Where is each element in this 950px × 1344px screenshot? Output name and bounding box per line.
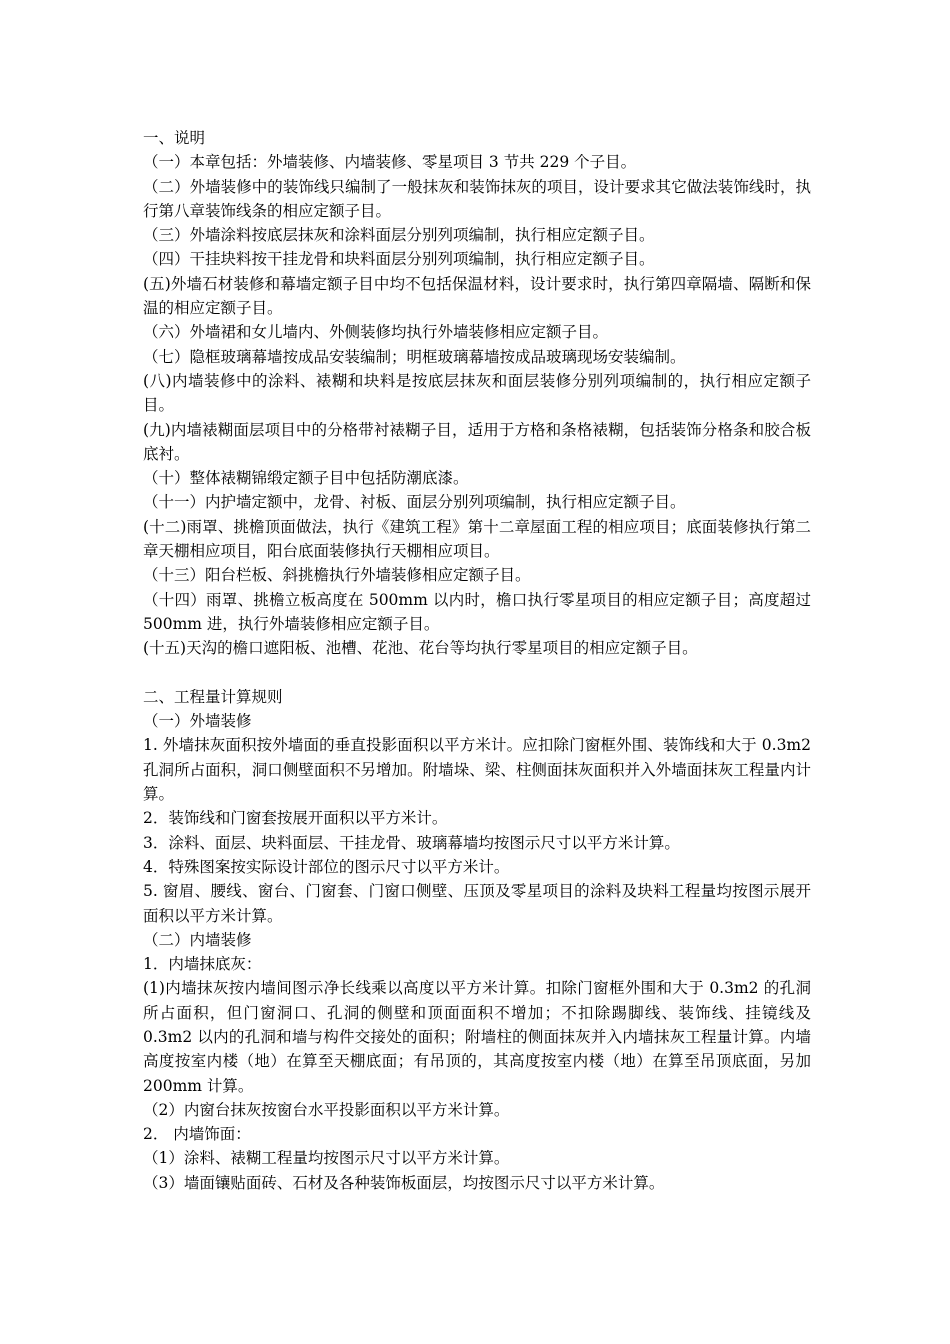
paragraph: （十一）内护墙定额中，龙骨、衬板、面层分别列项编制，执行相应定额子目。: [143, 493, 686, 512]
paragraph: （一）本章包括：外墙装修、内墙装修、零星项目 3 节共 229 个子目。: [143, 153, 637, 172]
subsection-heading: （二）内墙装修: [143, 930, 252, 949]
paragraph: （3）墙面镶贴面砖、石材及各种装饰板面层，均按图示尺寸以平方米计算。: [143, 1173, 665, 1192]
document-body: [143, 126, 811, 1195]
paragraph: 2．装饰线和门窗套按展开面积以平方米计。: [143, 809, 448, 828]
paragraph: （七）隐框玻璃幕墙按成品安装编制；明框玻璃幕墙按成品玻璃现场安装编制。: [143, 347, 686, 366]
paragraph: (1)内墙抹灰按内墙间图示净长线乘以高度以平方米计算。扣除门窗框外围和大于 0.3m2 的孔洞所占面积，但门窗洞口、孔洞的侧壁和顶面面积不增加；不扣除踢脚线、装饰线、挂镜线及 0.3m2 以内的孔洞和墙与构件交接处的面积；附墙柱的侧面抹灰并入内墙抹灰工程量计算。内墙高度按室内楼（地）在算至天棚底面；有吊顶的，其高度按室内楼（地）在算至吊顶底面，另加 200mm 计算。: [143, 979, 811, 1095]
paragraph: (十二)雨罩、挑檐顶面做法，执行《建筑工程》第十二章屋面工程的相应项目；底面装修执行第二章天棚相应项目，阳台底面装修执行天棚相应项目。: [143, 517, 811, 561]
paragraph: (九)内墙裱糊面层项目中的分格带衬裱糊子目，适用于方格和条格裱糊，包括装饰分格条和胶合板底衬。: [143, 420, 811, 463]
paragraph: (十五)天沟的檐口遮阳板、池槽、花池、花台等均执行零星项目的相应定额子目。: [143, 639, 698, 658]
paragraph: （四）干挂块料按干挂龙骨和块料面层分别列项编制，执行相应定额子目。: [143, 250, 655, 269]
paragraph: 1．内墙抹底灰：: [143, 955, 262, 974]
paragraph: （十）整体裱糊锦缎定额子目中包括防潮底漆。: [143, 469, 469, 488]
paragraph: （1）涂料、裱糊工程量均按图示尺寸以平方米计算。: [143, 1149, 510, 1168]
paragraph: 1. 外墙抹灰面积按外墙面的垂直投影面积以平方米计。应扣除门窗框外围、装饰线和大于 0.3m2 孔洞所占面积，洞口侧壁面积不另增加。附墙垛、梁、柱侧面抹灰面积并入外墙面抹灰工程量内计算。: [143, 736, 811, 804]
paragraph: 5. 窗眉、腰线、窗台、门窗套、门窗口侧壁、压顶及零星项目的涂料及块料工程量均按图示展开面积以平方米计算。: [143, 882, 811, 925]
paragraph: （三）外墙涂料按底层抹灰和涂料面层分别列项编制，执行相应定额子目。: [143, 226, 655, 245]
paragraph: （十四）雨罩、挑檐立板高度在 500mm 以内时，檐口执行零星项目的相应定额子目；高度超过 500mm 进，执行外墙装修相应定额子目。: [143, 590, 811, 633]
paragraph: 4．特殊图案按实际设计部位的图示尺寸以平方米计。: [143, 857, 510, 876]
blank-line: [143, 661, 811, 685]
paragraph: (八)内墙装修中的涂料、裱糊和块料是按底层抹灰和面层装修分别列项编制的，执行相应定额子目。: [143, 371, 811, 415]
paragraph: （2）内窗台抹灰按窗台水平投影面积以平方米计算。: [143, 1100, 510, 1119]
paragraph: 2． 内墙饰面：: [143, 1125, 251, 1144]
paragraph: （十三）阳台栏板、斜挑檐执行外墙装修相应定额子目。: [143, 566, 531, 585]
section-heading: 一、说明: [143, 129, 206, 147]
paragraph: (五)外墙石材装修和幕墙定额子目中均不包括保温材料，设计要求时，执行第四章隔墙、隔断和保温的相应定额子目。: [143, 274, 811, 318]
section-heading: 二、工程量计算规则: [143, 687, 283, 706]
paragraph: （六）外墙裙和女儿墙内、外侧装修均执行外墙装修相应定额子目。: [143, 323, 609, 342]
subsection-heading: （一）外墙装修: [143, 712, 252, 731]
paragraph: （二）外墙装修中的装饰线只编制了一般抹灰和装饰抹灰的项目，设计要求其它做法装饰线时，执行第八章装饰线条的相应定额子目。: [143, 177, 811, 220]
paragraph: 3．涂料、面层、块料面层、干挂龙骨、玻璃幕墙均按图示尺寸以平方米计算。: [143, 833, 680, 852]
